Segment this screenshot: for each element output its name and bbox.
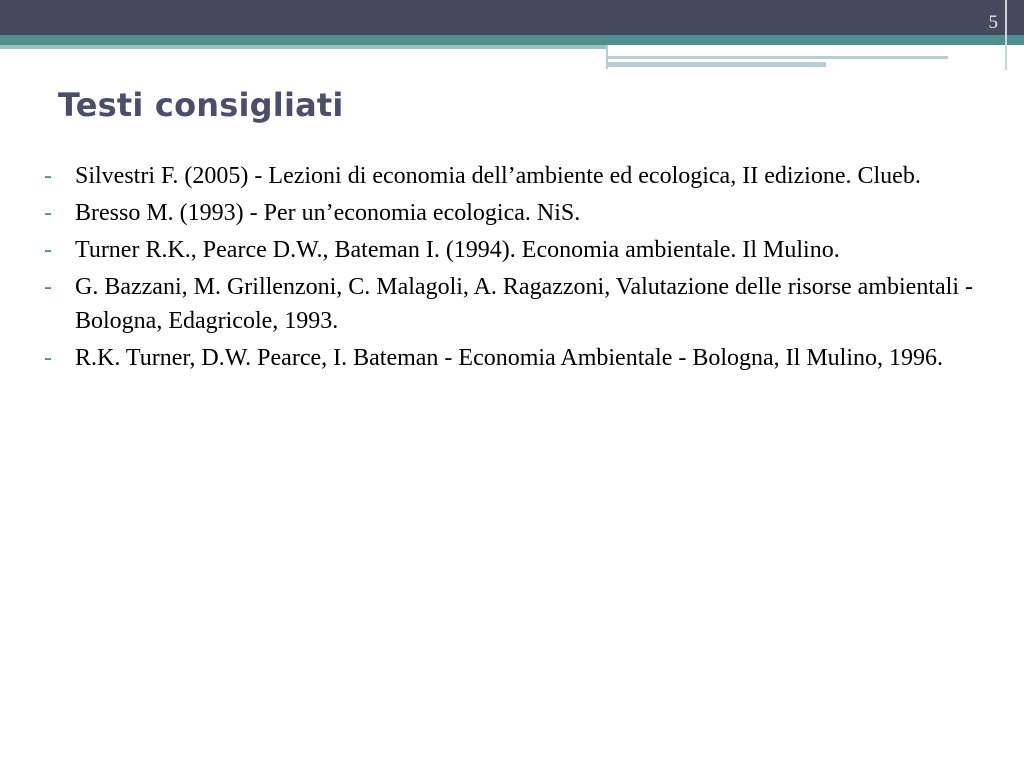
- slide-title: Testi consigliati: [58, 86, 344, 124]
- list-item: [44, 341, 974, 375]
- header-light-bar: [0, 45, 606, 49]
- header-right-line-top: [608, 56, 948, 59]
- reference-list: [44, 159, 974, 378]
- reference-text: G. Bazzani, M. Grillenzoni, C. Malagoli, A. Ragazzoni, Valutazione delle risorse ambientali - Bologna, Edagricole, 1993.: [75, 274, 973, 334]
- list-item: [44, 270, 974, 338]
- list-item: [44, 196, 974, 230]
- bullet-dash-icon: -: [44, 237, 52, 263]
- reference-text: R.K. Turner, D.W. Pearce, I. Bateman - Economia Ambientale - Bologna, Il Mulino, 1996.: [75, 345, 944, 371]
- bullet-dash-icon: -: [44, 163, 52, 189]
- list-item: [44, 233, 974, 267]
- list-item: [44, 159, 974, 193]
- header-dark-bar: [0, 0, 1024, 35]
- header-vertical-line: [1005, 0, 1007, 70]
- header-right-line-bottom: [608, 62, 826, 67]
- slide-number: 5: [988, 12, 998, 33]
- reference-text: Silvestri F. (2005) - Lezioni di economia dell’ambiente ed ecologica, II edizione. Clueb.: [75, 163, 921, 189]
- reference-text: Bresso M. (1993) - Per un’economia ecologica. NiS.: [75, 200, 581, 226]
- bullet-dash-icon: -: [44, 274, 52, 300]
- bullet-dash-icon: -: [44, 200, 52, 226]
- reference-text: Turner R.K., Pearce D.W., Bateman I. (1994). Economia ambientale. Il Mulino.: [75, 237, 840, 263]
- bullet-dash-icon: -: [44, 345, 52, 371]
- header-teal-bar: [0, 35, 1024, 45]
